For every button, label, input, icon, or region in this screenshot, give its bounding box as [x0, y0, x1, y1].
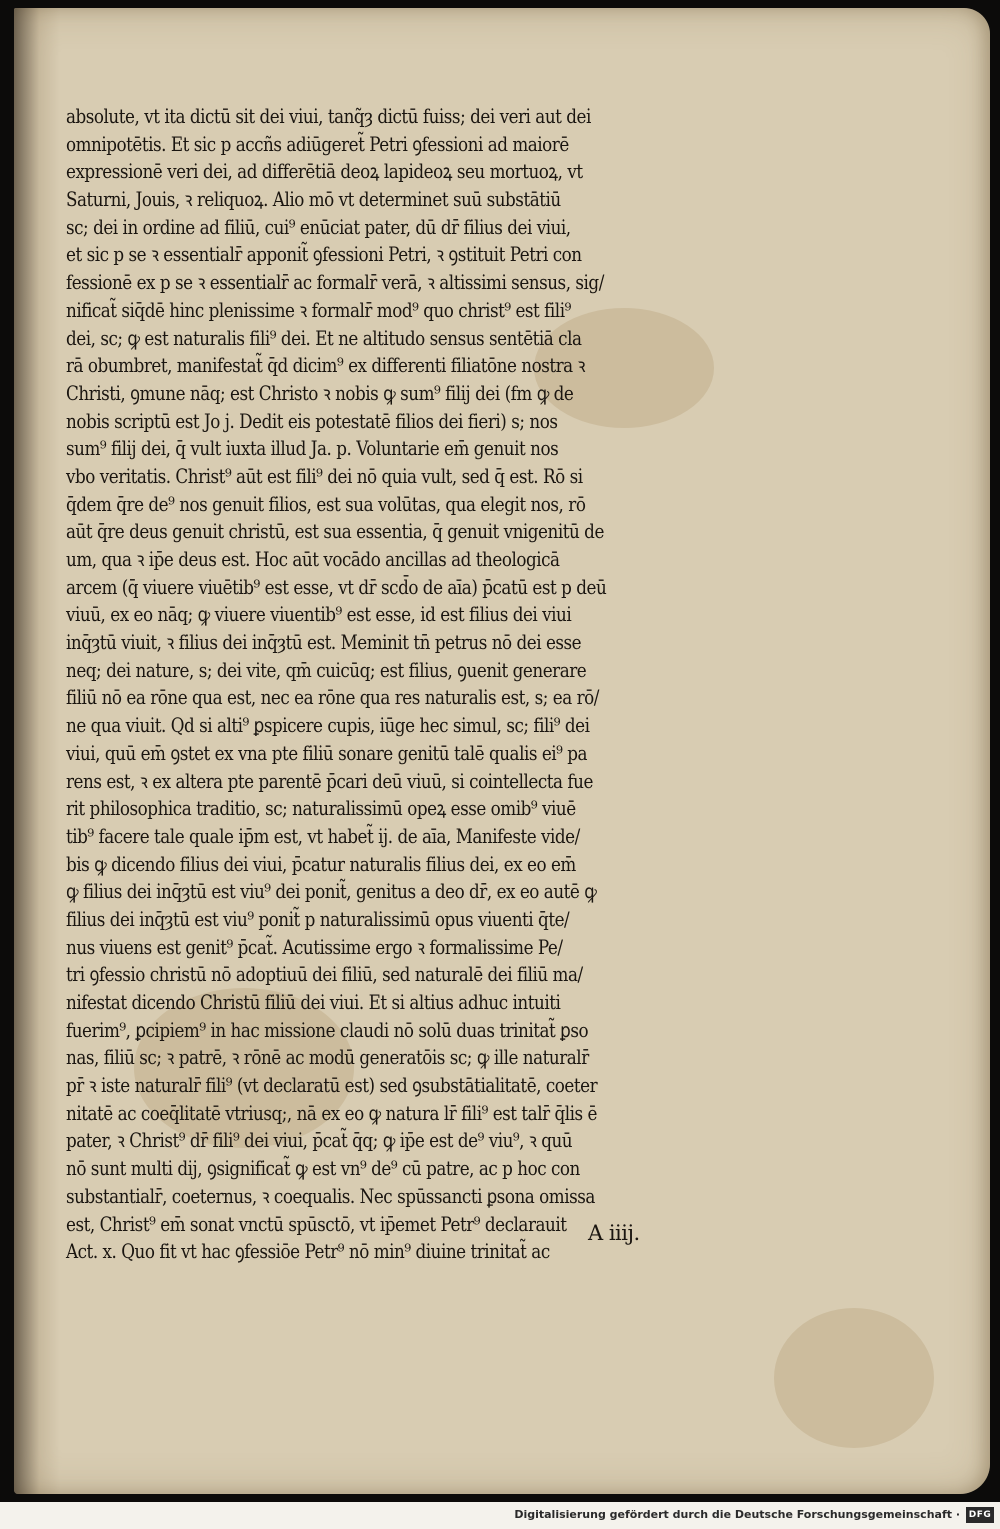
footer-band: [0, 1502, 1000, 1529]
text-line: Saturni, Jouis, ꝛ reliquoꝝ. Alio mō vt determinet suū substātiū: [66, 188, 561, 212]
text-line: pr̄ ꝛ iste naturalr̄ fili⁹ (vt declaratū est) sed ꝯsubstātialitatē, coeter: [66, 1074, 598, 1098]
signature-mark: A iiij.: [588, 1221, 640, 1245]
text-line: substantialr̄, coeternus, ꝛ coequalis. Nec spūssancti ꝑsona omissa: [66, 1184, 595, 1208]
text-line: inq̄ȝtū viuit, ꝛ filius dei inq̄ȝtū est. Meminit tn̄ petrus nō dei esse: [66, 631, 582, 655]
text-line: nifestat dicendo Christū filiū dei viui. Et si altius adhuc intuiti: [66, 991, 561, 1014]
paper-stain: [774, 1308, 934, 1448]
text-line: fuerim⁹, ꝑcipiem⁹ in hac missione claudi nō solū duas trinitat̃ ꝑso: [66, 1018, 589, 1042]
text-line: nitatē ac coeq̄litatē vtriusq;, nā ex eo ꝙ natura lr̄ fili⁹ est talr̄ q̄lis ē: [66, 1101, 597, 1125]
text-line: vbo veritatis. Christ⁹ aūt est fili⁹ dei nō quia vult, sed q̄ est. Rō si: [66, 464, 583, 488]
text-line: absolute, vt ita dictū sit dei viui, tanq̃ȝ dictū fuiss; dei veri aut dei: [66, 105, 591, 128]
text-line: expressionē veri dei, ad differētiā deoꝝ lapideoꝝ seu mortuoꝝ, vt: [66, 160, 583, 184]
text-line: sum⁹ filij dei, q̄ vult iuxta illud Ja. p. Voluntarie em̄ genuit nos: [66, 437, 559, 461]
text-line: viuū, ex eo nāq; ꝙ viuere viuentib⁹ est esse, id est filius dei viui: [66, 603, 572, 627]
text-line: dei, sc; ꝙ est naturalis fili⁹ dei. Et ne altitudo sensus sentētiā cla: [66, 326, 582, 350]
text-block: [66, 103, 766, 1266]
text-line: et sic p se ꝛ essentialr̄ apponit̃ ꝯfessioni Petri, ꝛ ꝯstituit Petri con: [66, 243, 582, 267]
text-line: nō sunt multi dij, ꝯsignificat̃ ꝙ est vn⁹ de⁹ cū patre, ac p hoc con: [66, 1157, 580, 1181]
text-line: nobis scriptū est Jo j. Dedit eis potestatē filios dei fieri) s; nos: [66, 409, 558, 433]
text-line: sc; dei in ordine ad filiū, cui⁹ enūciat pater, dū dr̄ filius dei viui,: [66, 215, 571, 239]
text-line: nus viuens est genit⁹ p̄cat̃. Acutissime ergo ꝛ formalissime Pe/: [66, 935, 563, 959]
text-line: omnipotētis. Et sic p accñs adiūgeret̃ Petri ꝯfessioni ad maiorē: [66, 132, 569, 156]
text-line: nificat̃ siq̄dē hinc plenissime ꝛ formalr̄ mod⁹ quo christ⁹ est fili⁹: [66, 298, 571, 322]
dfg-logo: DFG: [966, 1507, 994, 1523]
text-line: est, Christ⁹ em̄ sonat vnctū spūsctō, vt ip̄emet Petr⁹ declarauit: [66, 1212, 567, 1236]
text-line: tri ꝯfessio christū nō adoptiuū dei filiū, sed naturalē dei filiū ma/: [66, 963, 583, 987]
text-line: ne qua viuit. Qd si alti⁹ ꝑspicere cupis, iūge hec simul, sc; fili⁹ dei: [66, 714, 590, 738]
text-line: rens est, ꝛ ex altera pte parentē p̄cari deū viuū, si cointellecta fue: [66, 769, 593, 793]
text-line: tib⁹ facere tale quale ip̄m est, vt habet̃ ij. de aīa, Manifeste vide/: [66, 824, 580, 848]
text-line: rā obumbret, manifestat̃ q̄d dicim⁹ ex differenti filiatōne nostra ꝛ: [66, 354, 586, 378]
text-line: arcem (q̄ viuere viuētib⁹ est esse, vt dr̄ scd̄o de aīa) p̄catū est p deū: [66, 575, 607, 599]
text-line: rit philosophica traditio, sc; naturalissimū opeꝝ esse omib⁹ viuē: [66, 797, 576, 821]
text-line: Christi, ꝯmune nāq; est Christo ꝛ nobis ꝙ sum⁹ filij dei (fm ꝙ de: [66, 381, 574, 405]
text-line: filius dei inq̄ȝtū est viu⁹ ponit̃ p naturalissimū opus viuenti q̄te/: [66, 907, 570, 931]
text-line: aūt q̄re deus genuit christū, est sua essentia, q̄ genuit vnigenitū de: [66, 520, 604, 544]
footer-credit: Digitalisierung gefördert durch die Deutsche Forschungsgemeinschaft ·: [514, 1508, 960, 1521]
text-line: nas, filiū sc; ꝛ patrē, ꝛ rōnē ac modū generatōis sc; ꝙ ille naturalr̄: [66, 1046, 589, 1070]
text-line: fessionē ex p se ꝛ essentialr̄ ac formalr̄ verā, ꝛ altissimi sensus, sig/: [66, 271, 604, 295]
text-line: filiū nō ea rōne qua est, nec ea rōne qua res naturalis est, s; ea rō/: [66, 686, 599, 710]
text-line: q̄dem q̄re de⁹ nos genuit filios, est sua volūtas, qua elegit nos, rō: [66, 492, 586, 516]
text-line: um, qua ꝛ ip̄e deus est. Hoc aūt vocādo ancillas ad theologicā: [66, 548, 560, 571]
binding-shadow: [14, 8, 60, 1494]
text-line: Act. x. Quo fit vt hac ꝯfessiōe Petr⁹ nō min⁹ diuine trinitat̃ ac: [66, 1240, 550, 1264]
text-line: pater, ꝛ Christ⁹ dr̄ fili⁹ dei viui, p̄cat̃ q̄q; ꝙ ip̄e est de⁹ viu⁹, ꝛ quū: [66, 1129, 573, 1153]
text-line: neq; dei nature, s; dei vite, qm̄ cuicūq; est filius, ꝯuenit generare: [66, 658, 587, 682]
text-line: viui, quū em̄ ꝯstet ex vna pte filiū sonare genitū talē qualis ei⁹ pa: [66, 741, 588, 765]
text-line: ꝙ filius dei inq̄ȝtū est viu⁹ dei ponit̃, genitus a deo dr̄, ex eo autē ꝙ: [66, 880, 597, 904]
text-line: bis ꝙ dicendo filius dei viui, p̄catur naturalis filius dei, ex eo em̄: [66, 852, 576, 876]
